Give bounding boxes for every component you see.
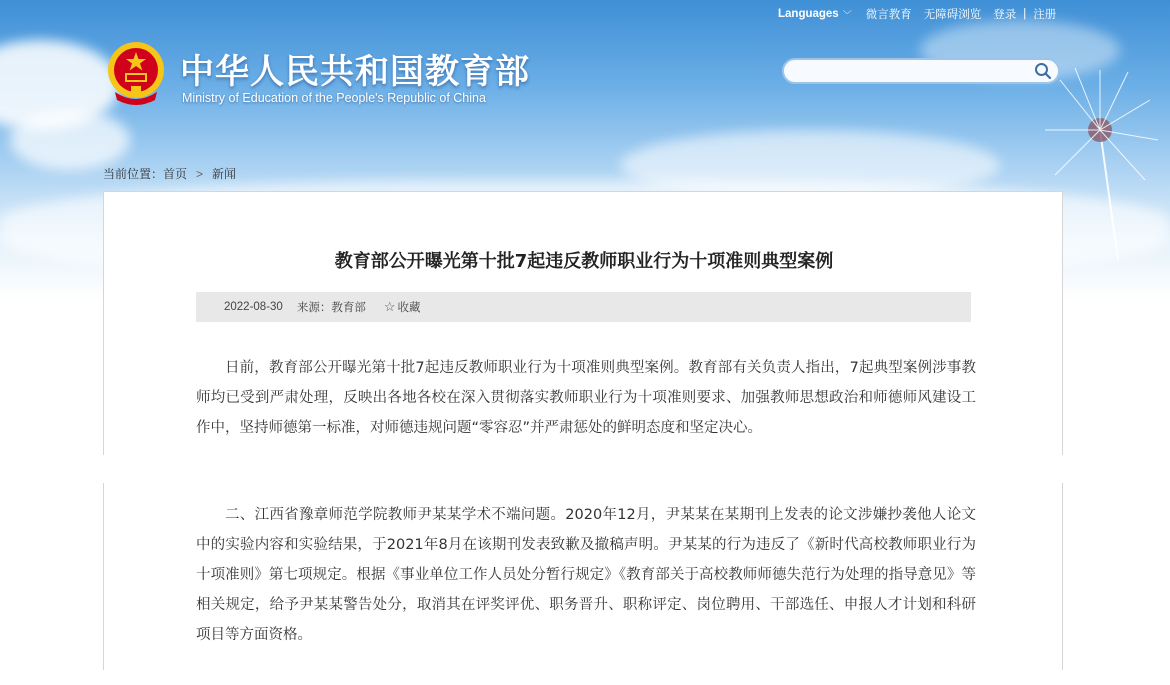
login-link[interactable]: 登录 (993, 9, 1017, 21)
breadcrumb-label: 当前位置： (103, 167, 164, 181)
article-panel-top (103, 191, 1063, 455)
register-link[interactable]: 注册 (1033, 9, 1057, 21)
article-source: 来源：教育部 (296, 302, 366, 314)
accessible-browsing-link[interactable]: 无障碍浏览 (923, 9, 982, 21)
national-emblem-icon (105, 40, 167, 108)
cloud-decoration (10, 110, 130, 170)
link-separator: | (1023, 8, 1027, 20)
search-box (782, 58, 1060, 84)
article-date: 2022-08-30 (224, 301, 283, 313)
article-title: 教育部公开曝光第十批7起违反教师职业行为十项准则典型案例 (334, 251, 834, 272)
chevron-down-icon[interactable]: ﹀ (842, 9, 852, 20)
article-panel-bottom (103, 483, 1063, 670)
article-meta-bar (196, 292, 971, 322)
languages-link[interactable]: Languages (778, 8, 839, 20)
breadcrumb (103, 165, 236, 182)
article-paragraph: 日前，教育部公开曝光第十批7起违反教师职业行为十项准则典型案例。教育部有关负责人指出，7起典型案例涉事教师均已受到严肃处理，反映出各地各校在深入贯彻落实教师职业行为十项准则要求、加强教师思想政治和师德师风建设工作中，坚持师德第一标准，对师德违规问题“零容忍”并严肃惩处的鲜明态度和坚定决心。 (196, 360, 976, 436)
favorite-button[interactable]: 收藏 (397, 302, 421, 314)
site-title[interactable]: 中华人民共和国教育部 (180, 52, 530, 92)
site-subtitle: Ministry of Education of the People's Republic of China (182, 91, 486, 105)
star-icon[interactable]: ☆ (383, 299, 396, 314)
breadcrumb-home-link[interactable]: 首页 (163, 167, 188, 181)
search-input[interactable] (796, 63, 1026, 81)
breadcrumb-current-link[interactable]: 新闻 (212, 167, 237, 181)
breadcrumb-arrow: > (196, 167, 204, 181)
article-paragraph: 二、江西省豫章师范学院教师尹某某学术不端问题。2020年12月，尹某某在某期刊上发表的论文涉嫌抄袭他人论文中的实验内容和实验结果，于2021年8月在该期刊发表致歉及撤稿声明。尹某某的行为违反了《新时代高校教师职业行为十项准则》第七项规定。根据《事业单位工作人员处分暂行规定》《教育部关于高校教师师德失范行为处理的指导意见》等相关规定，给予尹某某警告处分，取消其在评奖评优、职务晋升、职称评定、岗位聘用、干部选任、申报人才计划和科研项目等方面资格。 (196, 507, 976, 643)
weibo-link[interactable]: 微言教育 (865, 9, 912, 21)
search-icon[interactable] (1034, 62, 1052, 80)
top-links (778, 6, 1056, 22)
